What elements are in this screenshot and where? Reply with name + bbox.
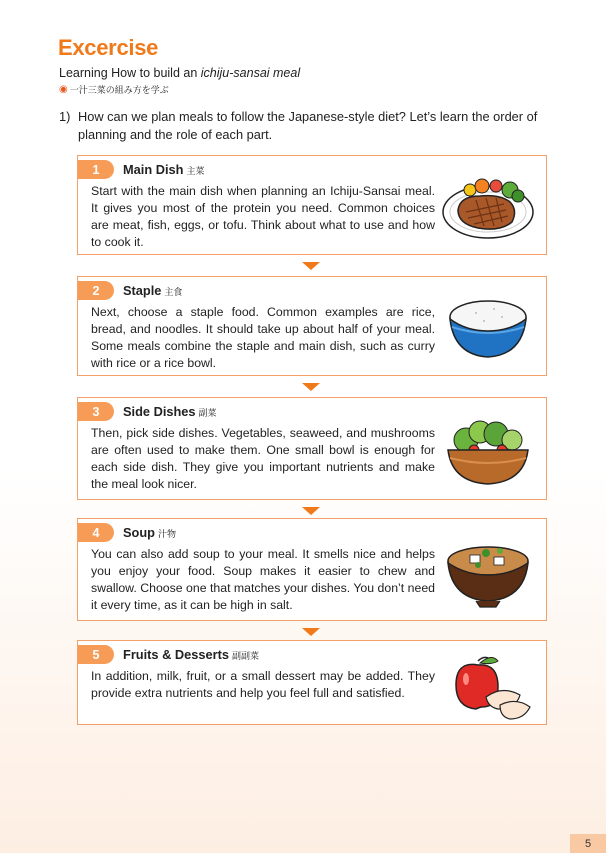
japanese-subtitle-text: 一汁三菜の組み方を学ぶ xyxy=(69,85,169,95)
step-header xyxy=(78,281,182,300)
step-header xyxy=(78,402,217,421)
step-title xyxy=(123,647,259,662)
step-card-side-dishes xyxy=(77,397,547,500)
step-card-fruits-desserts xyxy=(77,640,547,725)
salad-bowl-icon xyxy=(440,416,536,488)
question-text: How can we plan meals to follow the Japanese-style diet? Let’s learn the order of planning and the role of each part. xyxy=(78,109,538,142)
step-header xyxy=(78,523,176,542)
step-number-badge: 3 xyxy=(78,402,114,421)
step-number-badge: 2 xyxy=(78,281,114,300)
step-title-jp: 主菜 xyxy=(186,166,205,176)
bullet-icon: ◉ xyxy=(59,84,68,95)
step-title xyxy=(123,162,204,177)
page-subtitle xyxy=(59,66,300,80)
flow-arrow xyxy=(302,262,320,270)
step-body: You can also add soup to your meal. It smells nice and helps you enjoy your food. Soup makes it easier to chew and swallow. Choose one that matches your dishes. You don’t need it every time, as it can be high in salt. xyxy=(91,547,435,612)
step-title-en: Staple xyxy=(123,283,162,298)
page-title: Excercise xyxy=(58,35,159,60)
miso-soup-icon xyxy=(440,537,536,609)
step-title-jp: 副副菜 xyxy=(231,651,259,661)
step-title-en: Fruits & Desserts xyxy=(123,647,229,662)
step-title-en: Main Dish xyxy=(123,162,184,177)
flow-arrow xyxy=(302,628,320,636)
step-title-jp: 副菜 xyxy=(198,408,217,418)
question xyxy=(59,108,559,144)
subtitle-prefix: Learning How to build an xyxy=(59,66,201,80)
step-card-soup xyxy=(77,518,547,621)
step-title xyxy=(123,283,182,298)
step-title-jp: 汁物 xyxy=(158,529,177,539)
flow-arrow xyxy=(302,383,320,391)
step-card-main-dish xyxy=(77,155,547,255)
japanese-subtitle xyxy=(59,83,169,96)
page-number: 5 xyxy=(570,834,606,853)
steak-plate-icon xyxy=(440,170,536,242)
step-number-badge: 1 xyxy=(78,160,114,179)
rice-bowl-icon xyxy=(440,291,536,363)
step-header xyxy=(78,160,204,179)
step-title xyxy=(123,404,217,419)
step-header xyxy=(78,645,259,664)
step-card-staple xyxy=(77,276,547,376)
step-title xyxy=(123,525,176,540)
flow-arrow xyxy=(302,507,320,515)
step-number-badge: 4 xyxy=(78,523,114,542)
step-body: Then, pick side dishes. Vegetables, seaweed, and mushrooms are often used to make them. One small bowl is enough for each side dish. They give you important nutrients and make the meal look nicer. xyxy=(91,426,435,491)
step-title-jp: 主食 xyxy=(164,287,183,297)
step-title-en: Side Dishes xyxy=(123,404,196,419)
step-body: Start with the main dish when planning an Ichiju-Sansai meal. It gives you most of the protein you need. Common choices are meat, fish, eggs, or tofu. Think about what to use and how to cook it. xyxy=(91,184,435,249)
step-title-en: Soup xyxy=(123,525,155,540)
step-body: In addition, milk, fruit, or a small dessert may be added. They provide extra nutrients and help you feel full and satisfied. xyxy=(91,669,435,700)
apple-icon xyxy=(440,651,536,723)
subtitle-italic: ichiju-sansai meal xyxy=(200,66,301,80)
question-number: 1) xyxy=(59,109,71,124)
step-body: Next, choose a staple food. Common examples are rice, bread, and noodles. It should take up about half of your meal. Some meals combine the staple and main dish, such as curry with rice or a rice bowl. xyxy=(91,305,435,370)
step-number-badge: 5 xyxy=(78,645,114,664)
